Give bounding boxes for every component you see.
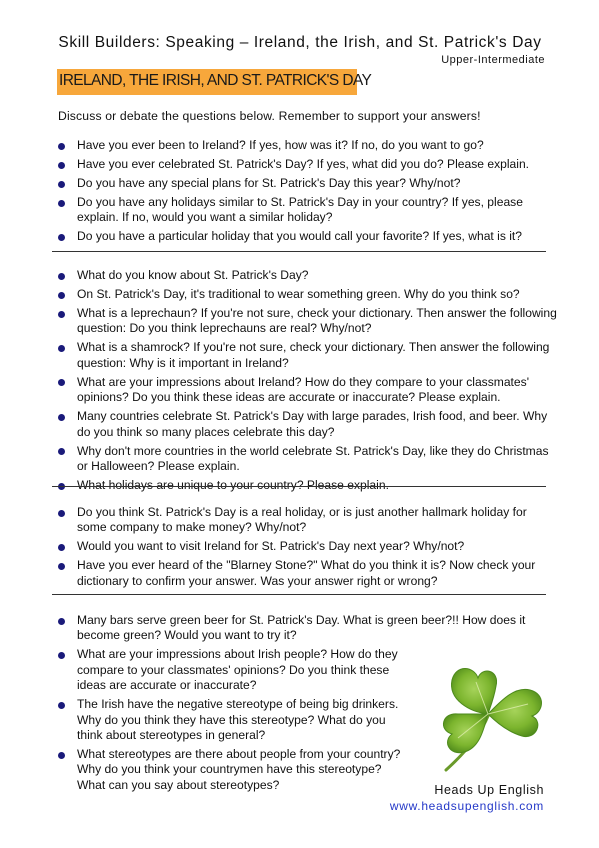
section-divider [52,486,546,487]
question-item: What are your impressions about Irish people? How do they compare to your classmates' opinions? Do you think these ideas are accurate or inaccurate? [58,647,413,693]
question-item: What do you know about St. Patrick's Day? [58,268,558,283]
section-banner [57,69,372,95]
bullet-icon [58,510,65,517]
question-item: On St. Patrick's Day, it's traditional to wear something green. Why do you think so? [58,287,558,302]
bullet-icon [58,652,65,659]
question-item: Do you have any holidays similar to St. Patrick's Day in your country? If yes, please explain. If no, would you want a similar holiday? [58,195,558,226]
question-item: Many bars serve green beer for St. Patrick's Day. What is green beer?!! How does it become green? Would you want to try it? [58,613,528,644]
level-label: Upper-Intermediate [441,54,545,66]
question-item: Do you have a particular holiday that you would call your favorite? If yes, what is it? [58,229,558,244]
question-item: Do you think St. Patrick's Day is a real holiday, or is just another hallmark holiday for some company to make money? Why/not? [58,505,558,536]
bullet-icon [58,618,65,625]
question-list-2 [58,268,558,497]
bullet-icon [58,448,65,455]
bullet-icon [58,563,65,570]
question-item: Have you ever been to Ireland? If yes, how was it? If no, do you want to go? [58,138,558,153]
bullet-icon [58,162,65,169]
question-list-1 [58,138,558,248]
question-item: Do you have any special plans for St. Patrick's Day this year? Why/not? [58,176,558,191]
question-item: Have you ever celebrated St. Patrick's Day? If yes, what did you do? Please explain. [58,157,558,172]
bullet-icon [58,752,65,759]
bullet-icon [58,311,65,318]
bullet-icon [58,234,65,241]
question-item: What holidays are unique to your country? Please explain. [58,478,558,493]
instructions: Discuss or debate the questions below. Remember to support your answers! [58,109,481,123]
question-item: The Irish have the negative stereotype of being big drinkers. Why do you think they have this stereotype? What do you think about stereotypes in general? [58,697,413,743]
footer-brand: Heads Up English [434,783,544,797]
question-list-3 [58,505,558,593]
question-item: What is a leprechaun? If you're not sure, check your dictionary. Then answer the following question: Do you think leprechauns are real? Why/not? [58,306,558,337]
question-item: What are your impressions about Ireland? How do they compare to your classmates' opinions? Do you think these ideas are accurate or inaccurate? Please explain. [58,375,558,406]
bullet-icon [58,702,65,709]
question-item: What stereotypes are there about people from your country? Why do you think your countrymen have this stereotype? What can you say about stereotypes? [58,747,413,793]
footer-url-link[interactable]: www.headsupenglish.com [389,799,544,813]
question-item: Many countries celebrate St. Patrick's Day with large parades, Irish food, and beer. Why do you think so many places celebrate this day? [58,409,558,440]
bullet-icon [58,345,65,352]
bullet-icon [58,143,65,150]
question-item: Would you want to visit Ireland for St. Patrick's Day next year? Why/not? [58,539,558,554]
bullet-icon [58,414,65,421]
page-title: Skill Builders: Speaking – Ireland, the Irish, and St. Patrick's Day [58,34,542,51]
section-divider [52,594,546,595]
bullet-icon [58,292,65,299]
bullet-icon [58,379,65,386]
bullet-icon [58,200,65,207]
question-item: Have you ever heard of the "Blarney Stone?" What do you think it is? Now check your dictionary to confirm your answer. Was your answer right or wrong? [58,558,558,589]
bullet-icon [58,273,65,280]
question-item: Why don't more countries in the world celebrate St. Patrick's Day, like they do Christmas or Halloween? Please explain. [58,444,558,475]
four-leaf-clover-icon [418,646,554,774]
bullet-icon [58,181,65,188]
section-divider [52,251,546,252]
question-item: What is a shamrock? If you're not sure, check your dictionary. Then answer the following question: Why is it important in Ireland? [58,340,558,371]
banner-title: IRELAND, THE IRISH, AND ST. PATRICK'S DAY [59,72,372,89]
bullet-icon [58,544,65,551]
